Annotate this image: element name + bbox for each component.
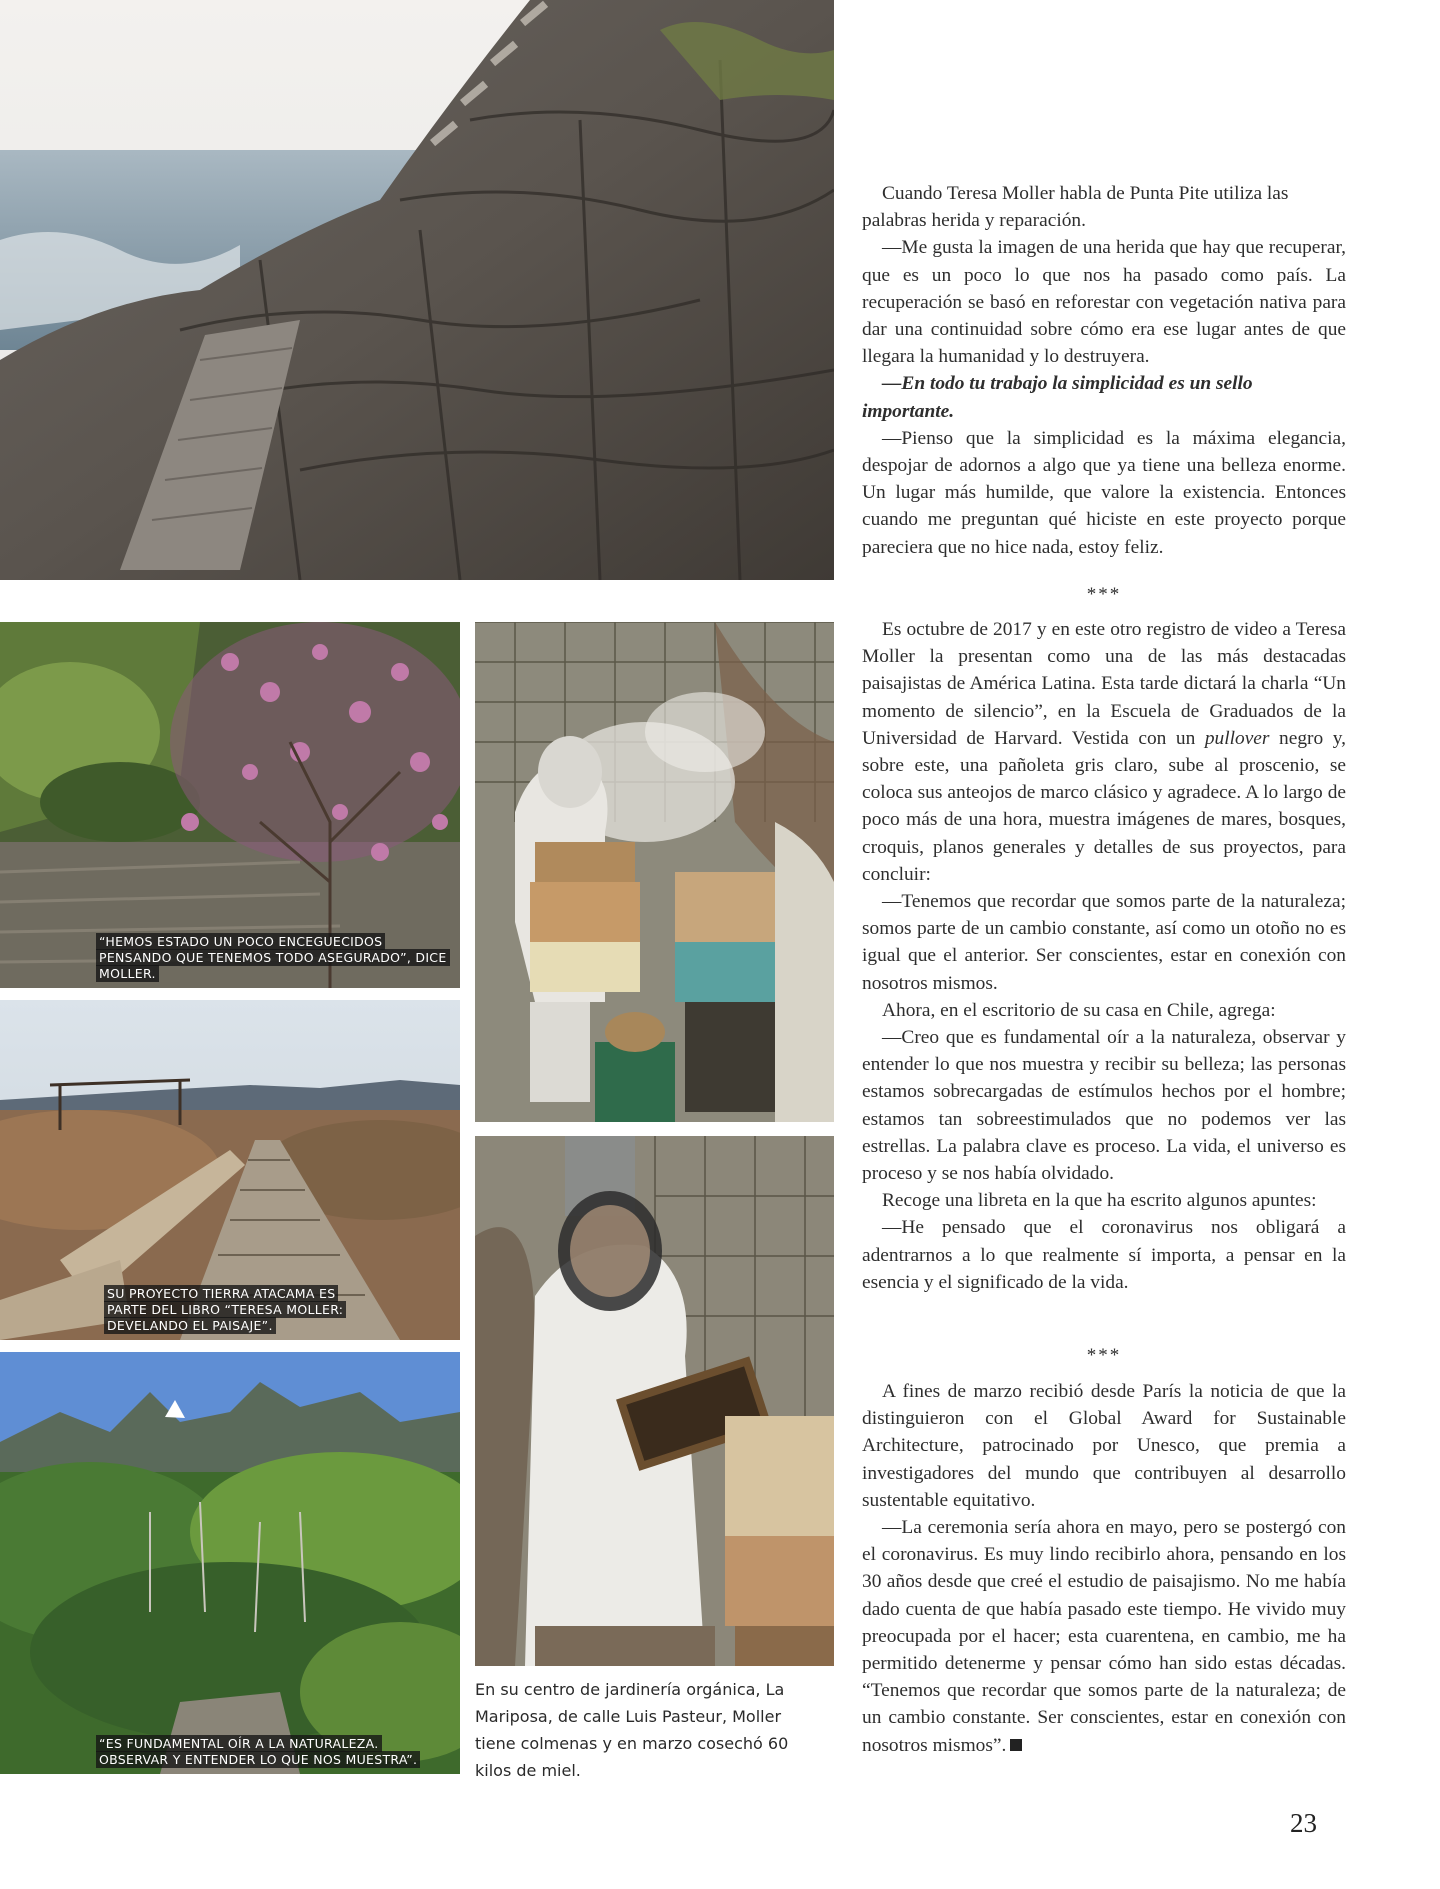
article-block-1 [862,180,1346,561]
article-paragraph: A fines de marzo recibió desde París la noticia de que la distinguieron con el Global Award for Sustainable Architecture, patrocinado por Unesco, que premia a investigadores del mundo que contribuyen al desarrollo sustentable equitativo. [862,1381,1346,1511]
article-paragraph [862,616,1346,888]
article-paragraph: —He pensado que el coronavirus nos obligará a adentrarnos a lo que realmente sí importa, a pensar en la esencia y el significado de la vida. [862,1217,1346,1293]
section-separator: *** [1086,584,1122,605]
article-paragraph: Ahora, en el escritorio de su casa en Chile, agrega: [882,999,1276,1021]
page-number: 23 [1290,1808,1317,1838]
article-block-2 [862,616,1346,1296]
beekeeper-frame-photo [475,1136,834,1666]
article-paragraph: Recoge una libreta en la que ha escrito algunos apuntes: [882,1190,1317,1212]
atacama-boardwalk-photo [0,1000,460,1340]
italic-word: pullover [1204,727,1270,749]
paragraph-text: —La ceremonia sería ahora en mayo, pero se postergó con el coronavirus. Es muy lindo recibirlo ahora, pensando en los 30 años desde que creé el estudio de paisajismo. No me había dado cuenta de que había pasado este tiempo. He vivido muy preocupada por el hacer; esta cuarentena, en cambio, me ha permitido detenerme y pensar cómo han sido estas décadas. “Tenemos que recordar que somos parte de la naturaleza; de un cambio constante. Ser conscientes, estar en conexión con nosotros mismos”. [862,1517,1346,1756]
garden-photo-caption: “HEMOS ESTADO UN POCO ENCEGUECIDOS PENSANDO QUE TENEMOS TODO ASEGURADO”, DICE MOLLER. [0,928,460,988]
beekeeping-photo-caption: En su centro de jardinería orgánica, La Mariposa, de calle Luis Pasteur, Moller tiene colmenas y en marzo cosechó 60 kilos de miel. [475,1680,789,1780]
paragraph-text: negro y, sobre este, una pañoleta gris claro, sube al proscenio, se coloca sus anteojos de marco clásico y agradece. A lo largo de poco más de una hora, muestra imágenes de mares, bosques, croquis, planos generales y detalles de sus proyectos, para concluir: [862,727,1346,885]
section-separator: *** [1086,1345,1122,1366]
paragraph-text: Es octubre de 2017 y en este otro registro de video a Teresa Moller la presentan como una de las más destacadas paisajistas de América Latina. Esta tarde dictará la charla “Un momento de silencio”, en la Escuela de Graduados de la Universidad de Harvard. Vestida con un [862,619,1346,749]
end-mark-icon [1010,1739,1022,1751]
forest-photo-caption: “ES FUNDAMENTAL OÍR A LA NATURALEZA. OBSERVAR Y ENTENDER LO QUE NOS MUESTRA”. [0,1730,460,1774]
article-paragraph: Cuando Teresa Moller habla de Punta Pite utiliza las palabras herida y reparación. [862,183,1289,232]
article-paragraph: —Creo que es fundamental oír a la naturaleza, observar y entender lo que nos muestra y recibir su belleza; las personas estamos sobrecargadas de estímulos hechos por el hombre; estamos tan sobreestimulados que no podemos ver las estrellas. La palabra clave es proceso. La vida, el universo es proceso y se nos había olvidado. [862,1027,1346,1185]
garden-magnolia-photo [0,622,460,988]
article-block-3 [862,1378,1346,1759]
beekeeper-smoke-photo [475,622,834,1122]
interview-question: —En todo tu trabajo la simplicidad es un sello importante. [862,373,1253,422]
article-paragraph [862,1514,1346,1759]
article-paragraph: —Pienso que la simplicidad es la máxima elegancia, despojar de adornos a algo que ya tiene una belleza enorme. Un lugar más humilde, que valore la existencia. Entonces cuando me preguntan qué hiciste en este proyecto porque pareciera que no hice nada, estoy feliz. [862,427,1346,558]
atacama-photo-caption: SU PROYECTO TIERRA ATACAMA ES PARTE DEL LIBRO “TERESA MOLLER: DEVELANDO EL PAISAJE”. [0,1280,460,1340]
article-paragraph: —Tenemos que recordar que somos parte de la naturaleza; somos parte de un cambio constante, así como un otoño no es igual que el anterior. Ser conscientes, estar en conexión con nosotros mismos. [862,891,1346,994]
article-paragraph: —Me gusta la imagen de una herida que hay que recuperar, que es un poco lo que nos ha pasado como país. La recuperación se basó en reforestar con vegetación nativa para dar una continuidad sobre cómo era ese lugar antes de que llegara la humanidad y lo destruyera. [862,237,1346,368]
coastal-rocks-photo [0,0,834,580]
forest-mountains-photo [0,1352,460,1774]
